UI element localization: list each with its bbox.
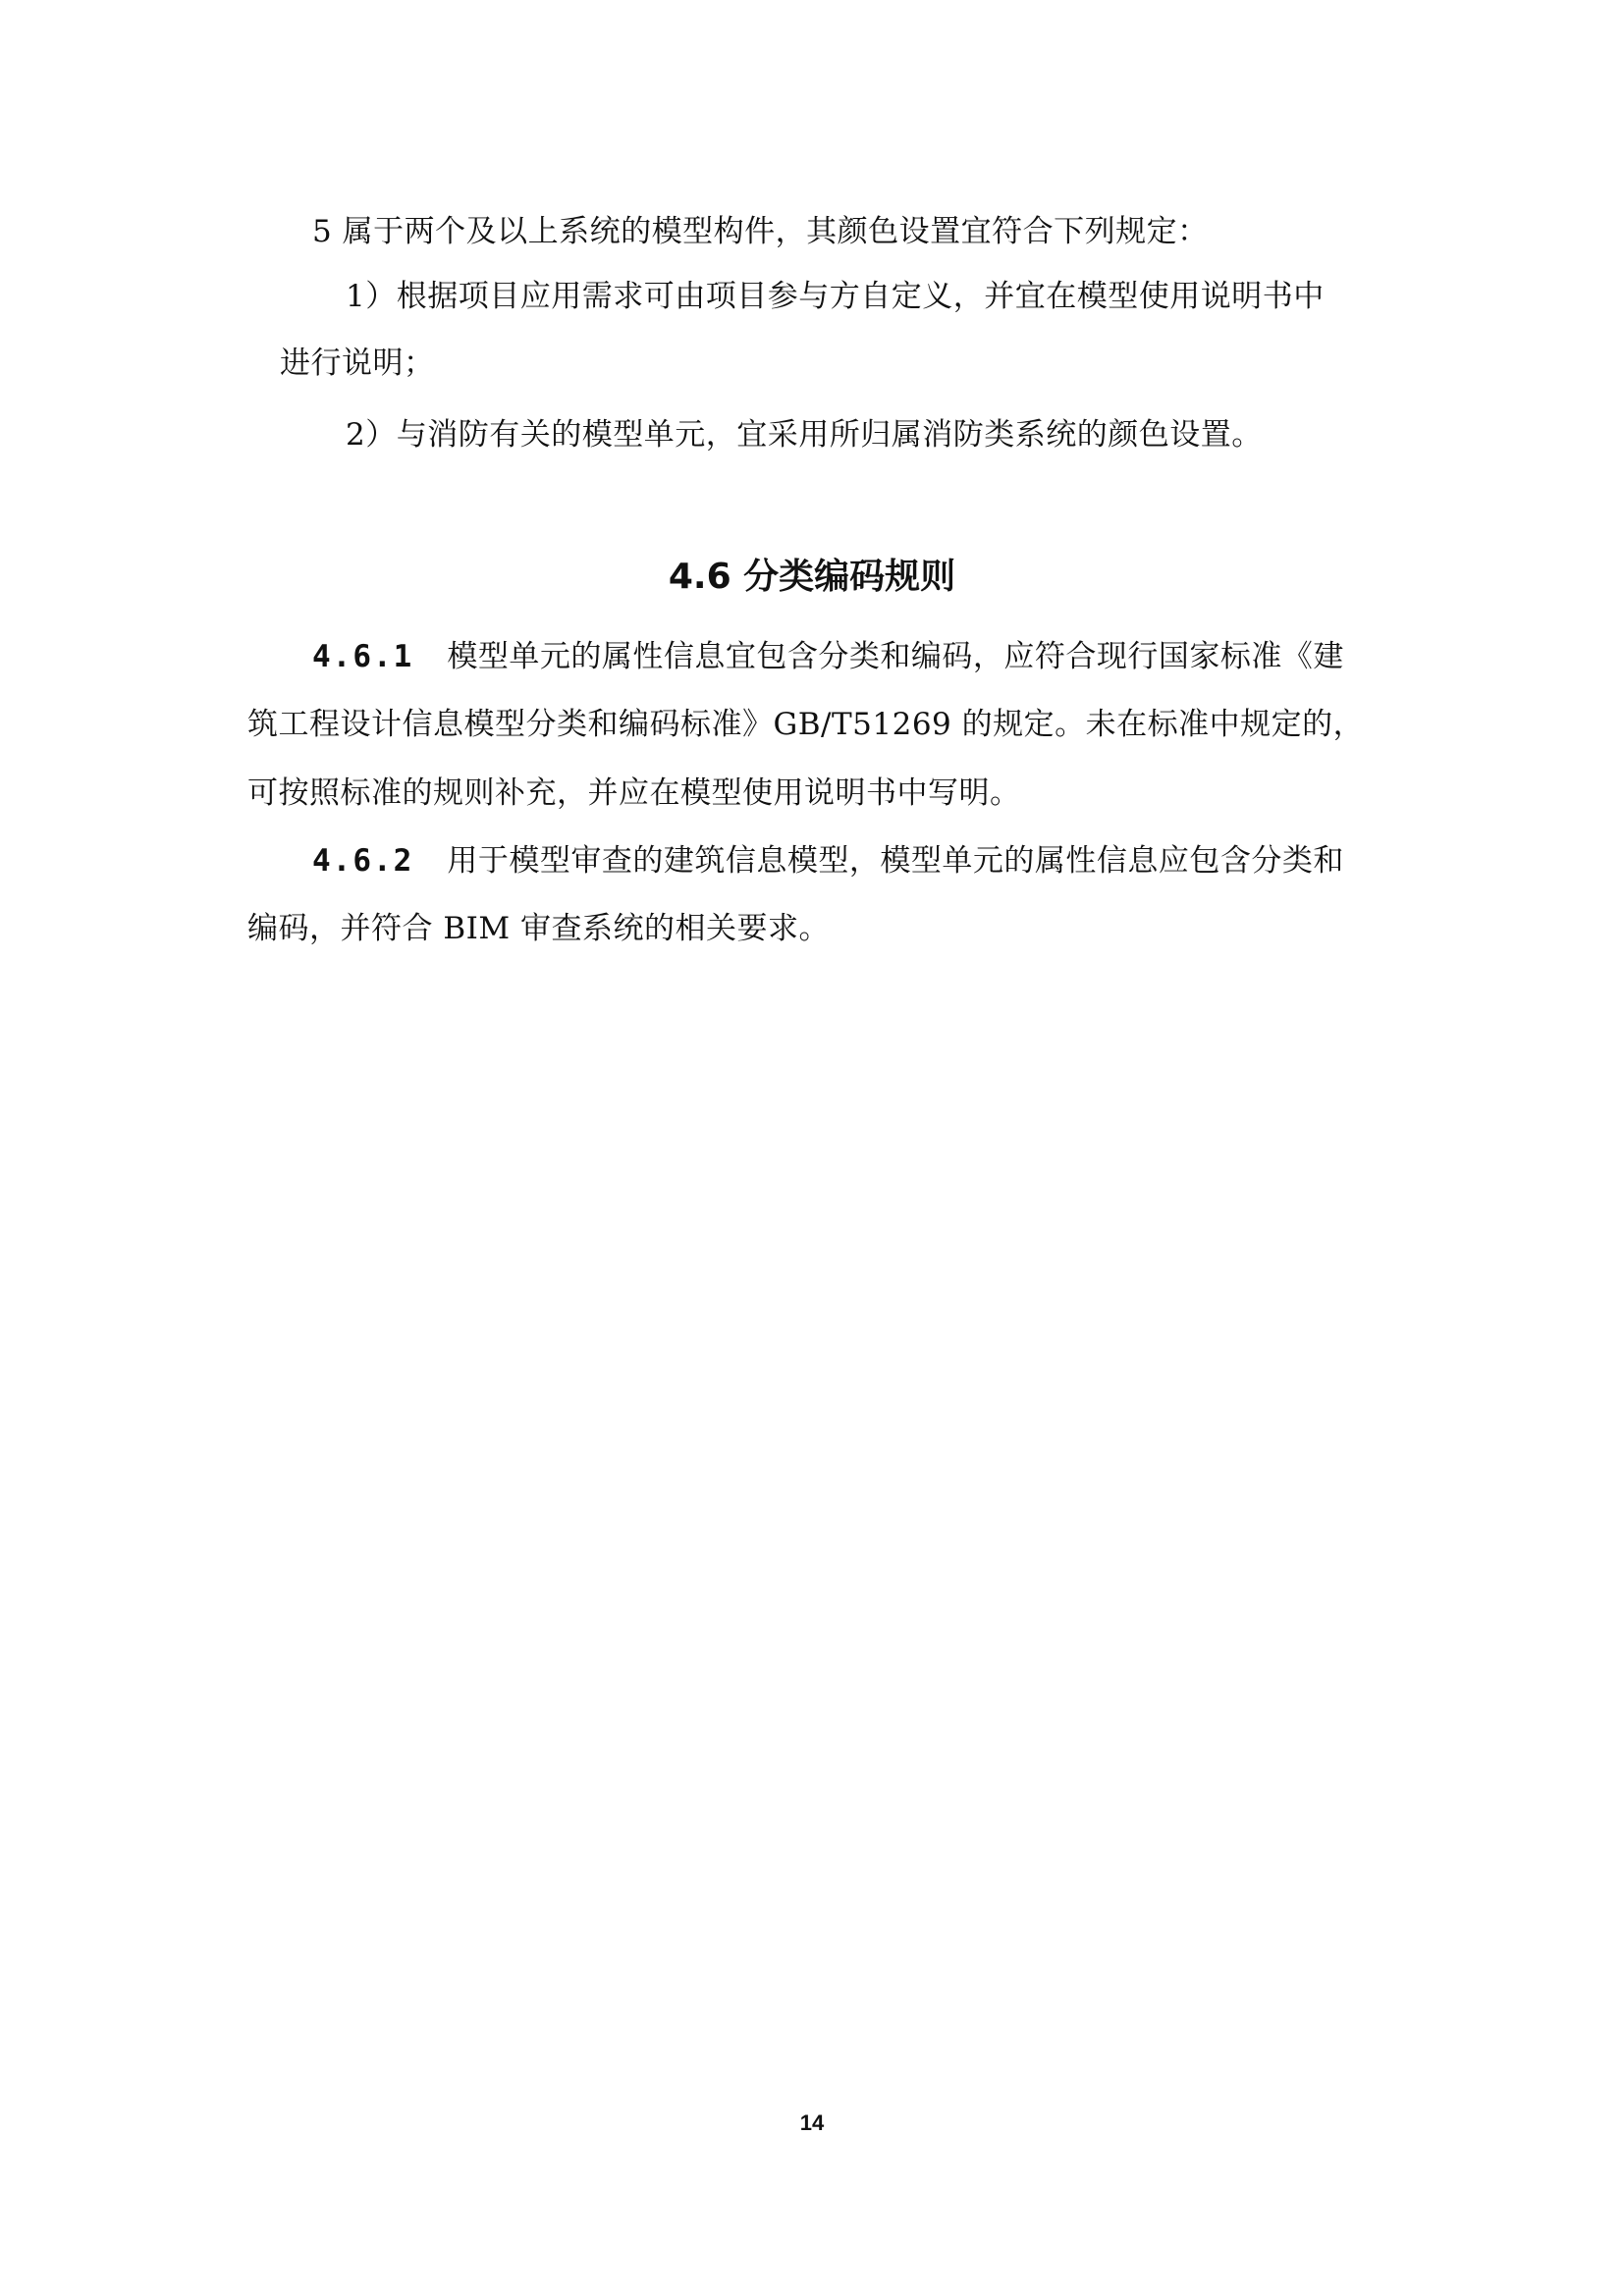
section-title: 4.6 分类编码规则 xyxy=(668,557,956,597)
clause-4-6-2-line-1 xyxy=(312,841,1344,881)
clause-4-6-1-line-3: 可按照标准的规则补充，并应在模型使用说明书中写明。 xyxy=(247,775,1021,811)
sub-item-1-line-2: 进行说明； xyxy=(280,346,435,381)
clause-4-6-1-line-2: 筑工程设计信息模型分类和编码标准》GB/T51269 的规定。未在标准中规定的， xyxy=(247,707,1365,742)
clause-text: 用于模型审查的建筑信息模型，模型单元的属性信息应包含分类和 xyxy=(447,843,1344,879)
clause-4-6-2-line-2: 编码，并符合 BIM 审查系统的相关要求。 xyxy=(247,911,830,946)
sub-item-1-line-1: 1）根据项目应用需求可由项目参与方自定义，并宜在模型使用说明书中 xyxy=(346,279,1325,314)
item-5-text: 5 属于两个及以上系统的模型构件，其颜色设置宜符合下列规定： xyxy=(312,214,1209,249)
page-number: 14 xyxy=(799,2110,825,2135)
clause-number: 4.6.1 xyxy=(312,639,414,674)
sub-item-2-line-1: 2）与消防有关的模型单元，宜采用所归属消防类系统的颜色设置。 xyxy=(346,417,1263,453)
clause-number: 4.6.2 xyxy=(312,843,414,879)
clause-text: 模型单元的属性信息宜包含分类和编码，应符合现行国家标准《建 xyxy=(447,639,1344,674)
clause-4-6-1-line-1 xyxy=(312,637,1344,676)
